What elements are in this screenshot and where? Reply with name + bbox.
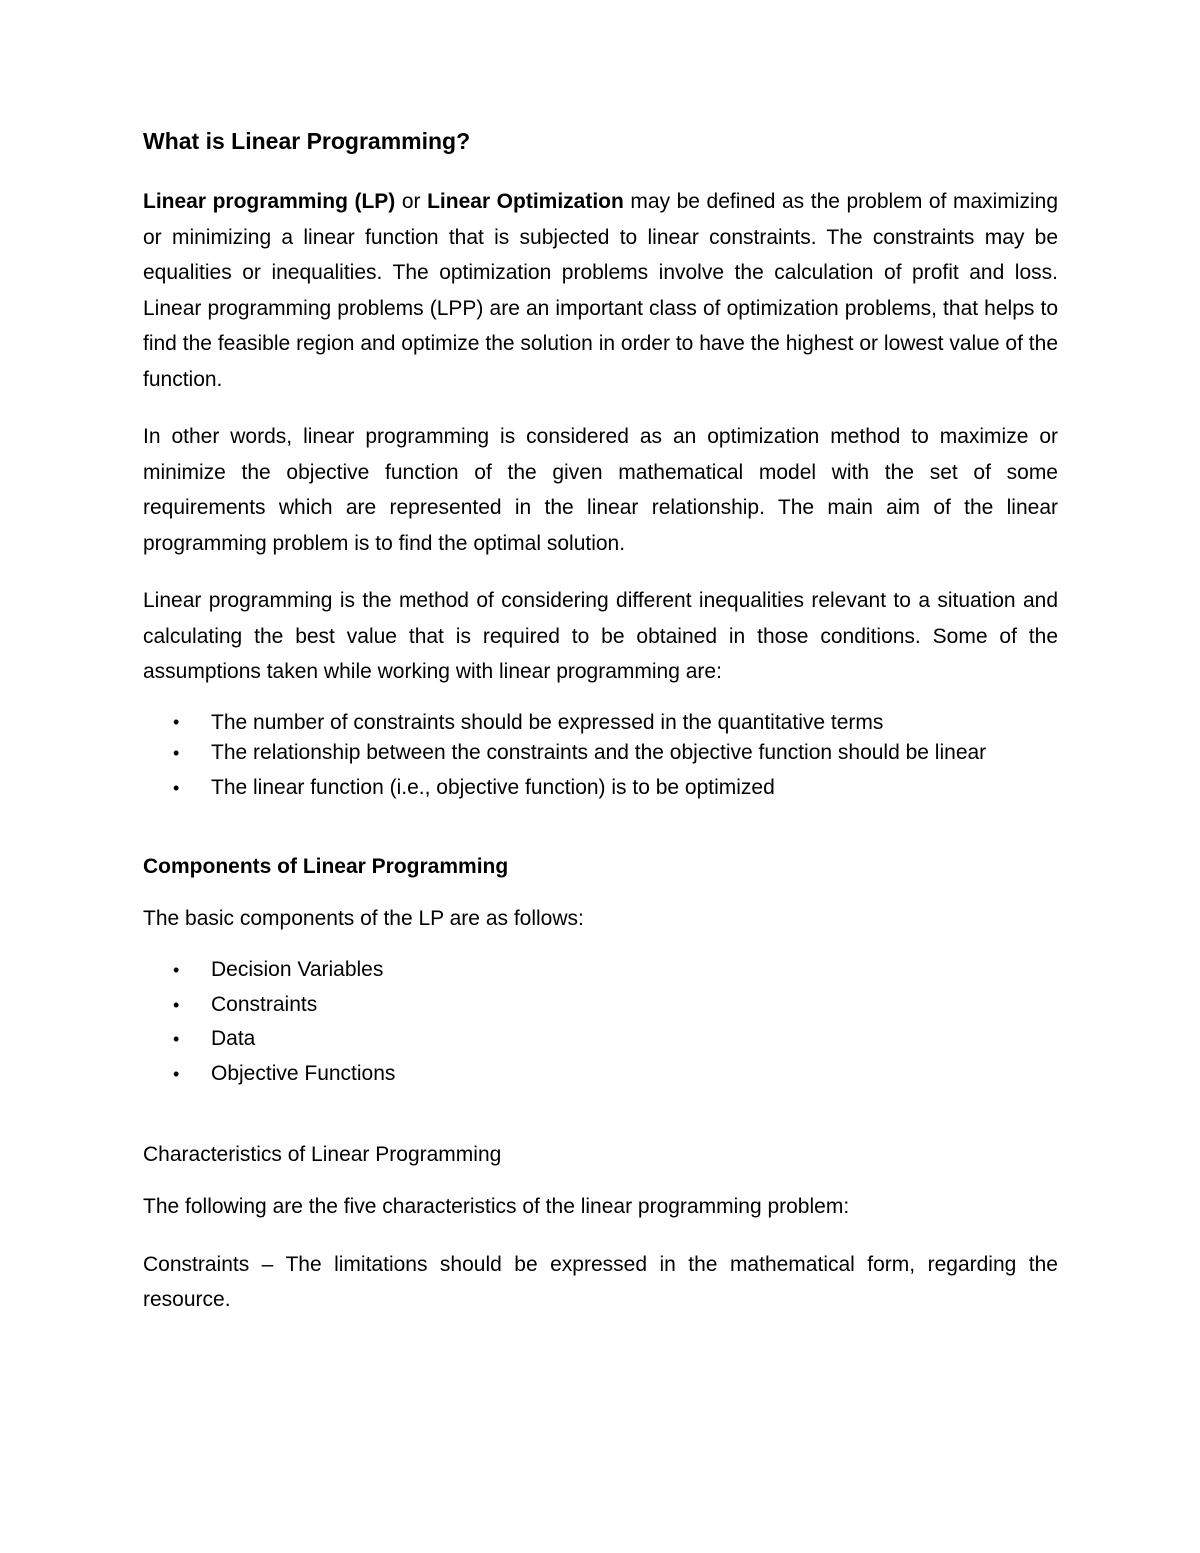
paragraph-other-words: In other words, linear programming is considered as an optimization method to maximize or minimize the objective function of the given mathematical model with the set of some requirements which are represented in the linear relationship. The main aim of the linear programming problem is to find the optimal solution. — [143, 425, 1058, 555]
paragraph-method: Linear programming is the method of considering different inequalities relevant to a situation and calculating the best value that is required to be obtained in those conditions. Some of the assumptions taken while working with linear programming are: — [143, 589, 1058, 683]
list-item-text: The linear function (i.e., objective function) is to be optimized — [211, 775, 775, 799]
components-heading: Components of Linear Programming — [143, 854, 509, 878]
list-item — [143, 953, 1058, 988]
term-joiner: or — [395, 190, 428, 213]
bullet-icon: • — [173, 1029, 180, 1049]
page-title: What is Linear Programming? — [143, 128, 471, 154]
list-item-text: Data — [211, 1027, 256, 1050]
list-item — [143, 1022, 1058, 1057]
bullet-icon: • — [173, 742, 180, 763]
bullet-icon: • — [173, 994, 180, 1015]
constraints-paragraph: Constraints – The limitations should be expressed in the mathematical form, regarding the resource. — [143, 1252, 1058, 1311]
components-list — [143, 953, 1058, 1091]
list-item-text: Objective Functions — [211, 1061, 396, 1085]
characteristics-heading: Characteristics of Linear Programming — [143, 1143, 502, 1166]
list-item-text: The number of constraints should be expressed in the quantitative terms — [211, 710, 884, 734]
term-lp: Linear programming (LP) — [143, 190, 396, 213]
bullet-icon: • — [173, 1063, 180, 1084]
list-item — [143, 773, 1058, 803]
list-item-text: Decision Variables — [211, 958, 384, 981]
document-page — [143, 124, 1058, 1318]
bullet-icon: • — [173, 711, 180, 732]
intro-paragraph — [143, 184, 1058, 397]
list-item — [143, 739, 1058, 767]
intro-text: may be defined as the problem of maximizing or minimizing a linear function that is subjected to linear constraints. The constraints may be equalities or inequalities. The optimization problems involve the calculation of profit and loss. Linear programming problems (LPP) are an important class of optimization problems, that helps to find the feasible region and optimize the solution in order to have the highest or lowest value of the function. — [143, 190, 1059, 391]
assumptions-list — [143, 706, 1058, 803]
term-linear-optimization: Linear Optimization — [427, 190, 624, 213]
list-item — [143, 706, 1058, 739]
list-item — [143, 988, 1058, 1023]
list-item — [143, 1057, 1058, 1092]
list-item-text: Constraints — [211, 992, 318, 1016]
components-intro: The basic components of the LP are as follows: — [143, 906, 584, 930]
bullet-icon: • — [173, 960, 180, 980]
bullet-icon: • — [173, 777, 180, 798]
characteristics-intro: The following are the five characteristics of the linear programming problem: — [143, 1195, 850, 1218]
list-item-text: The relationship between the constraints and the objective function should be linear — [211, 740, 987, 764]
